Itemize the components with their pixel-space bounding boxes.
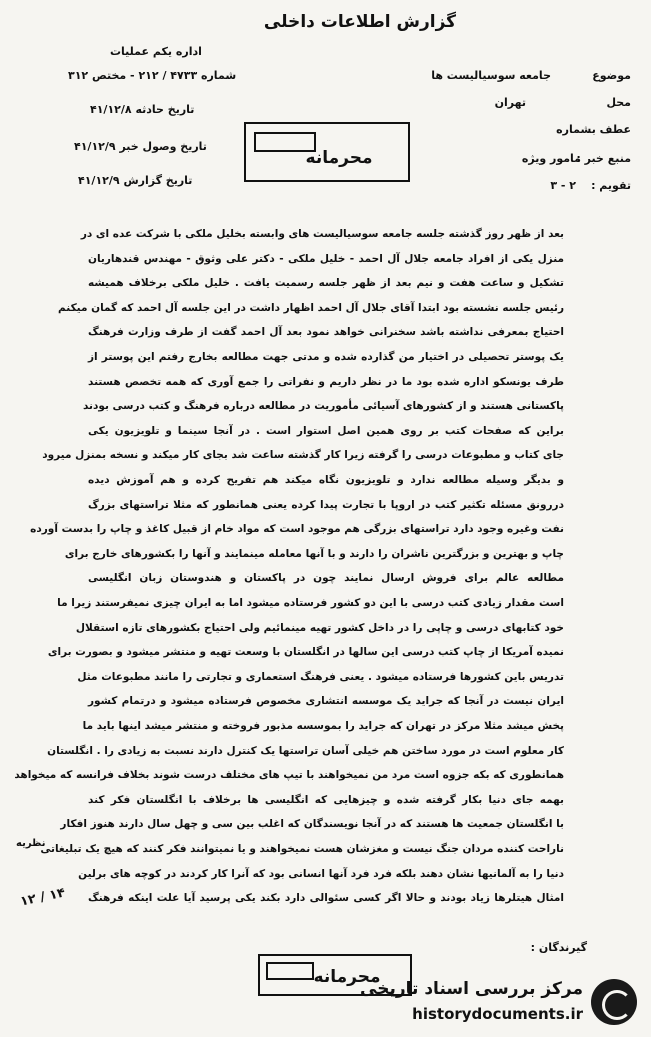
department: اداره یکم عملیات [110,45,202,58]
body-line: و بدیگر وسیله مطالعه ندارد و تلویزیون نگاه میکند هم تفریح کرده و هم آموزش دیده [88,474,564,486]
attach-label: عطف بشماره [556,123,631,136]
body-line: جای کتاب و مطبوعات درسی را گرفته زیرا کار گذشته ساعت شد بجای کار میکند و نسخه بمنزل میرود [42,449,564,462]
body-line: با انگلستان جمعیت ها هستند که در آنجا نویسندگان که اغلب بین سی و چهل سال دارند هنوز افکار [60,818,564,831]
body-line: است مقدار زیادی کتب درسی با این دو کشور فرستاده میشود اما به ایران چیزی نمیفرستند زیرا ما [57,597,564,609]
subject-value: جامعه سوسیالیست ها [431,69,551,82]
recipients-label: گیرندگان : [530,941,587,954]
body-line: ناراحت کننده مردان جنگ نیست و مغزشان هست نمیخواهند و یا نمیتوانند فکر کنند که هیچ یک تبلیغاتی [40,843,564,855]
subject-label: موضوع [592,69,631,82]
archive-logo-icon [591,979,637,1025]
body-line: یک پوستر تحصیلی در اختیار من گذارده شده و مدتی جهت مطالعه بخارج رفتم این پوستر از [88,351,564,363]
receive-date: تاریخ وصول خبر ۴۱/۱۲/۹ [74,140,207,153]
handwritten-note: ۱۴ / ۱۲ [18,885,67,910]
confidential-stamp-top [244,122,410,182]
body-line: دنیا را به آلمانیها نشان دهند بلکه فرد فرد آنها انسانی بود که آنرا کار کردند در کوچه های برلین [78,867,564,880]
body-line: دررونق مسئله تکثیر کتب در اروپا با تجارت پیدا کرده یعنی همانطور که مثلا تراستهای بزرگ [88,498,564,511]
body-line: مطالعه عالم برای فروش ارسال نمایند چون در پاکستان و هندوستان زبان انگلیسی [88,572,564,585]
source-label: منبع خبر : [576,152,631,165]
watermark-en-text: historydocuments.ir [412,1005,583,1023]
body-line: همانطوری که بکه جزوه است مرد من نمیخواهند با تیپ های مختلف درست شوند بخلاف فرانسه که میخواهد [14,769,564,782]
body-line: تدریس باین کشورها فرستاده میشود . یعنی فرهنگ استعماری و تجارتی را مانند مطبوعات مثل [77,670,564,683]
body-line: نمیده آمریکا از چاپ کتب درسی این سالها در انگلستان با وسعت تهیه و منتشر میشود و بصورت برای [47,646,564,659]
event-date: تاریخ حادثه ۴۱/۱۲/۸ [90,103,195,116]
body-line: براین که صفحات کتب بر روی همین اصل استوار است . در آنجا سینما و تلویزیون یکی [88,424,564,437]
body-line: طرف یونسکو اداره شده بود ما در نظر داریم و نفراتی را جمع آوری که همه تخصص هستند [88,375,564,388]
source-value: مامور ویژه [521,152,581,165]
body-line: منزل یکی از افراد جامعه جلال آل احمد - خلیل ملکی - دکتر علی وثوق - مهندس قندهاریان [88,252,564,265]
body-line: پاکستانی هستند و از کشورهای آسیائی مأموریت در مطالعه درباره فرهنگ و کتب درسی بودند [82,400,564,413]
body-line: خود کتابهای درسی و چاپی را در داخل کشور تهیه مینمائیم ولی احتیاج بکشورهای تازه استقلال [75,621,564,634]
margin-side-label: نظریه [16,838,46,849]
rating-value: ۳ - ۲ [550,179,576,192]
rating-label: تقویم : [591,179,631,192]
report-number: شماره ۴۷۳۳ / ۲۱۲ - مختص ۳۱۲ [68,69,237,82]
body-line: کار معلوم است در مورد ساختن هم خیلی آسان تراستها یک کنترل دارند نسبت به زیادی را . انگلستان [47,744,564,757]
body-line: بعد از ظهر روز گذشته جلسه جامعه سوسیالیست های وابسته بخلیل ملکی با شرکت عده ای در [80,228,564,240]
body-line: رئیس جلسه نشسته بود ابتدا آقای جلال آل احمد اظهار داشت در این جلسه آل احمد که گمان میکنم [58,301,564,314]
body-line: ایران نیست در آنجا که جراید یک موسسه انتشاری مخصوص فرستاده میشود و درتمام کشور [88,695,564,708]
body-line: بهمه جای دنیا بکار گرفته شده و چیزهایی که انگلیسی ها برخلاف با انگلستان فکر کند [88,793,564,806]
body-line: نفت وغیره وجود دارد تراستهای بزرگی هم موجود است که مواد خام از قبیل کاغذ و چاپ را بدست آورده [30,523,564,536]
place-label: محل [606,96,631,109]
stamp-text-top: محرمانه [305,148,373,168]
body-line: پخش میشد مثلا مرکز در تهران که جراید را بموسسه مذبور فروخته و منتشر میشد اینها باید ما [82,720,564,732]
body-line: تشکیل و ساعت هفت و نیم بعد از ظهر جلسه رسمیت یافت . خلیل ملکی برخلاف همیشه [88,277,564,290]
watermark [337,975,637,1031]
body-line: امثال هیتلرها زیاد بودند و حالا اگر کسی سئوالی دارد بکند یکی پرسید آیا علت اینکه فرهنگ [88,892,564,905]
document-title: گزارش اطلاعات داخلی [263,12,457,32]
stamp-text-bottom: محرمانه [313,967,381,987]
report-date: تاریخ گزارش ۴۱/۱۲/۹ [78,174,193,187]
place-value: تهران [494,96,526,109]
body-line: احتیاج بمعرفی نداشته باشد سخنرانی خواهد نمود بعد آل احمد گفت از طرف وزارت فرهنگ [88,326,564,339]
body-line: چاپ و بهترین و بزرگترین ناشران را دارند و با آنها معامله مینمایند و آنها را بکشورهای خارج برای [64,547,564,560]
watermark-fa-text: مرکز بررسی اسناد تاریخی [360,979,583,999]
